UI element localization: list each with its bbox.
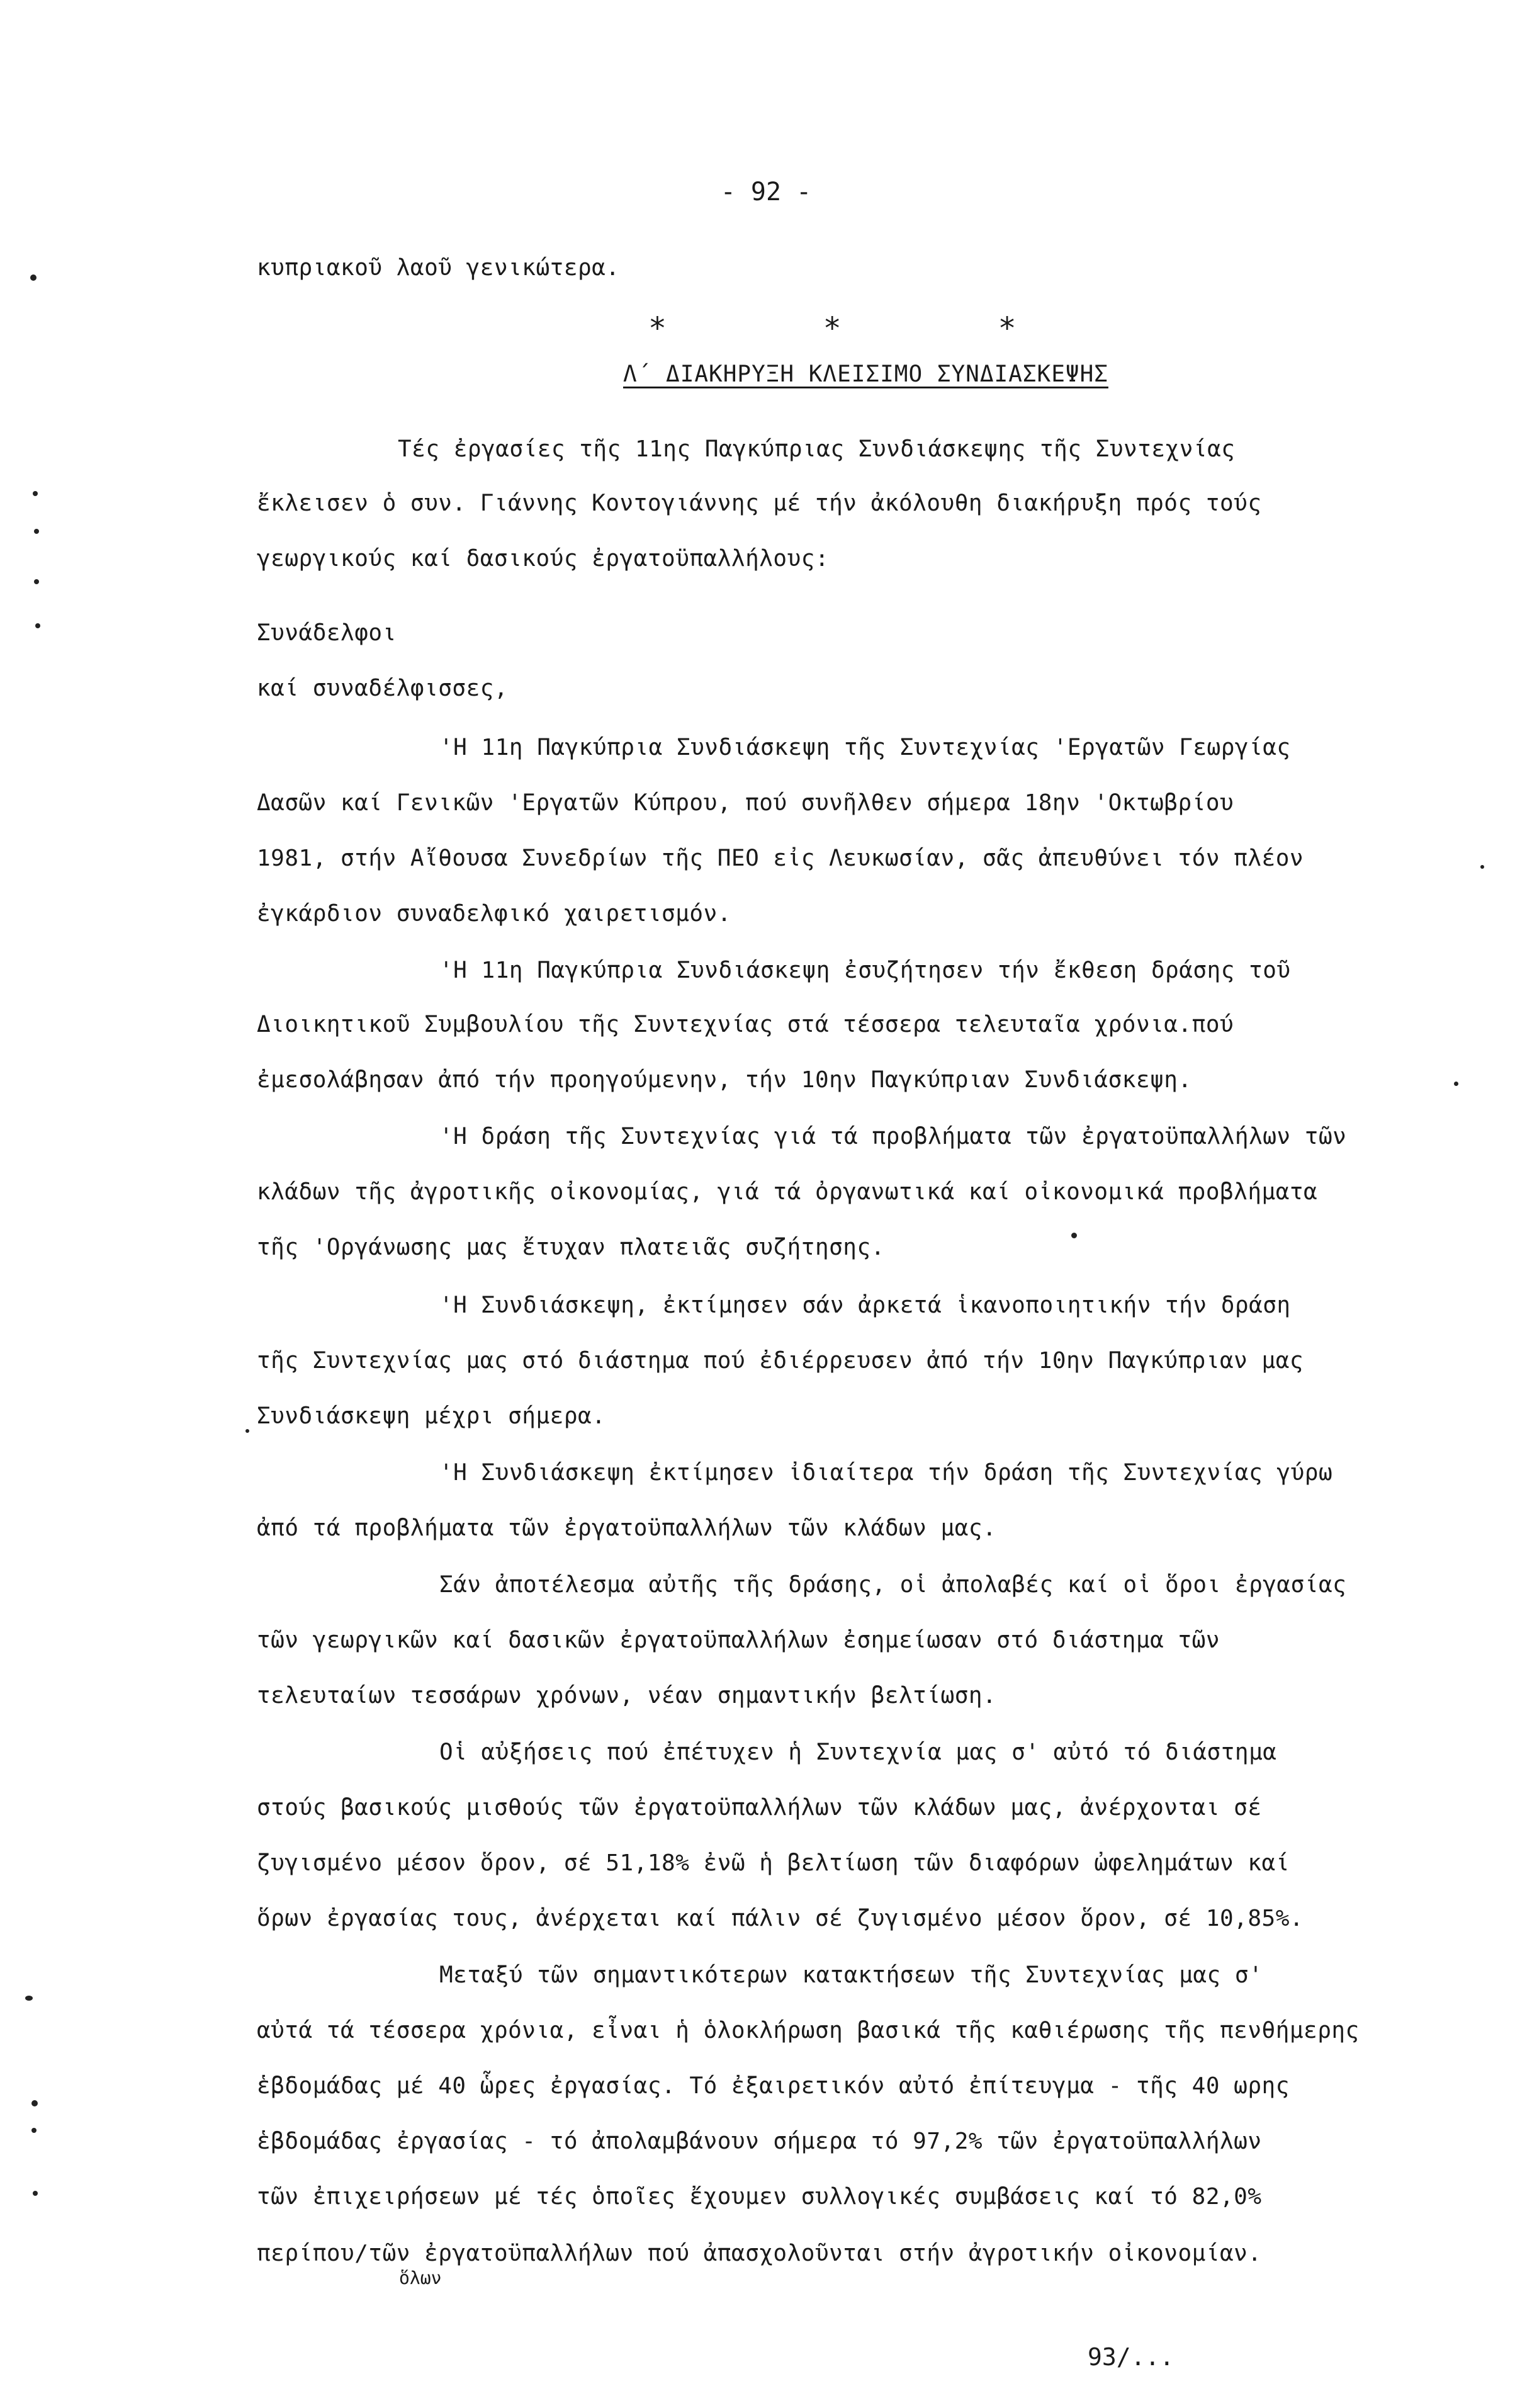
text-line: Οἱ αὐξήσεις πού ἐπέτυχεν ἡ Συντεχνία μας σ' αὐτό τό διάστημα [439, 1739, 1277, 1765]
scan-speck [1454, 1082, 1458, 1086]
text-line: ἐμεσολάβησαν ἀπό τήν προηγούμενην, τήν 10ην Παγκύπριαν Συνδιάσκεψη. [257, 1067, 1192, 1093]
scan-speck [245, 1429, 249, 1433]
scan-speck [31, 2100, 38, 2106]
text-line: τῶν γεωργικῶν καί δασικῶν ἐργατοϋπαλλήλων ἐσημείωσαν στό διάστημα τῶν [257, 1627, 1220, 1653]
text-line: γεωργικούς καί δασικούς ἐργατοϋπαλλήλους: [257, 546, 830, 572]
text-line: τῆς 'Οργάνωσης μας ἔτυχαν πλατειᾶς συζήτησης. [257, 1235, 885, 1260]
text-line: 'Η 11η Παγκύπρια Συνδιάσκεψη ἐσυζήτησεν τήν ἔκθεση δράσης τοῦ [439, 958, 1291, 983]
scan-speck [33, 2191, 38, 2196]
scan-speck [1071, 1233, 1077, 1238]
section-separator: * * * [648, 311, 1086, 346]
text-line: 'Η 11η Παγκύπρια Συνδιάσκεψη τῆς Συντεχνίας 'Εργατῶν Γεωργίας [439, 735, 1291, 760]
text-line: 'Η Συνδιάσκεψη ἐκτίμησεν ἰδιαίτερα τήν δράση τῆς Συντεχνίας γύρω [439, 1460, 1333, 1486]
text-line: ὅρων ἐργασίας τους, ἀνέρχεται καί πάλιν σέ ζυγισμένο μέσον ὅρον, σέ 10,85%. [257, 1906, 1304, 1931]
salutation-line: Συνάδελφοι [257, 620, 397, 646]
page-number: - 92 - [720, 178, 812, 206]
text-line: Συνδιάσκεψη μέχρι σήμερα. [257, 1403, 606, 1429]
scan-speck [34, 579, 39, 584]
text-line: Δασῶν καί Γενικῶν 'Εργατῶν Κύπρου, πού συνῆλθεν σήμερα 18ην 'Οκτωβρίου [257, 790, 1234, 816]
continuation-reference: 93/... [1088, 2343, 1174, 2371]
text-line: ἑβδομάδας μέ 40 ὧρες ἐργασίας. Τό ἐξαιρετικόν αὐτό ἐπίτευγμα - τῆς 40 ωρης [257, 2073, 1290, 2099]
scan-speck [1480, 865, 1484, 869]
interlinear-insert: ὅλων [399, 2268, 442, 2288]
scan-speck [33, 491, 38, 496]
text-line: 1981, στήν Αἴθουσα Συνεδρίων τῆς ΠΕΟ εἰς Λευκωσίαν, σᾶς ἀπευθύνει τόν πλέον [257, 845, 1304, 871]
text-line: Σάν ἀποτέλεσμα αὐτῆς τῆς δράσης, οἱ ἀπολαβές καί οἱ ὅροι ἐργασίας [439, 1572, 1347, 1598]
text-line: κλάδων τῆς ἀγροτικῆς οἰκονομίας, γιά τά ὀργανωτικά καί οἰκονομικά προβλήματα [257, 1179, 1318, 1205]
text-line: 'Η Συνδιάσκεψη, ἐκτίμησεν σάν ἀρκετά ἱκανοποιητικήν τήν δράση [439, 1292, 1291, 1318]
text-line: ἀπό τά προβλήματα τῶν ἐργατοϋπαλλήλων τῶν κλάδων μας. [257, 1515, 997, 1541]
scan-speck [30, 274, 37, 281]
text-line: περίπου/τῶν ἐργατοϋπαλλήλων πού ἀπασχολοῦνται στήν ἀγροτικήν οἰκονομίαν. [257, 2241, 1262, 2266]
text-line: Διοικητικοῦ Συμβουλίου τῆς Συντεχνίας στά τέσσερα τελευταῖα χρόνια.πού [257, 1012, 1234, 1037]
text-line: αὐτά τά τέσσερα χρόνια, εἶναι ἡ ὁλοκλήρωση βασικά τῆς καθιέρωσης τῆς πενθήμερης [257, 2018, 1360, 2043]
text-line: Τές ἐργασίες τῆς 11ης Παγκύπριας Συνδιάσκεψης τῆς Συντεχνίας [398, 436, 1236, 462]
scan-speck [35, 623, 40, 628]
text-line: Μεταξύ τῶν σημαντικότερων κατακτήσεων τῆς Συντεχνίας μας σ' [439, 1962, 1263, 1988]
text-line: τελευταίων τεσσάρων χρόνων, νέαν σημαντικήν βελτίωση. [257, 1683, 997, 1709]
scan-speck [34, 529, 39, 534]
text-line: 'Η δράση τῆς Συντεχνίας γιά τά προβλήματα τῶν ἐργατοϋπαλλήλων τῶν [439, 1124, 1347, 1150]
text-line: τῆς Συντεχνίας μας στό διάστημα πού ἐδιέρρευσεν ἀπό τήν 10ην Παγκύπριαν μας [257, 1348, 1304, 1374]
text-line: τῶν ἐπιχειρήσεων μέ τές ὁποῖες ἔχουμεν συλλογικές συμβάσεις καί τό 82,0% [257, 2184, 1262, 2210]
text-line: ἐγκάρδιον συναδελφικό χαιρετισμόν. [257, 901, 731, 927]
text-line: ἑβδομάδας ἐργασίας - τό ἀπολαμβάνουν σήμερα τό 97,2% τῶν ἐργατοϋπαλλήλων [257, 2128, 1262, 2154]
scan-speck [31, 2128, 37, 2133]
section-heading: Λ΄ ΔΙΑΚΗΡΥΞΗ ΚΛΕΙΣΙΜΟ ΣΥΝΔΙΑΣΚΕΨΗΣ [623, 361, 1108, 387]
salutation-line: καί συναδέλφισσες, [257, 675, 509, 701]
text-line: στούς βασικούς μισθούς τῶν ἐργατοϋπαλλήλων τῶν κλάδων μας, ἀνέρχονται σέ [257, 1795, 1262, 1821]
text-line: ζυγισμένο μέσον ὅρον, σέ 51,18% ἐνῶ ἡ βελτίωση τῶν διαφόρων ὠφελημάτων καί [257, 1850, 1290, 1876]
opening-line: κυπριακοῦ λαοῦ γενικώτερα. [257, 255, 620, 281]
scan-speck [25, 1996, 33, 2001]
text-line: ἔκλεισεν ὁ συν. Γιάννης Κοντογιάννης μέ τήν ἀκόλουθη διακήρυξη πρός τούς [257, 490, 1262, 516]
